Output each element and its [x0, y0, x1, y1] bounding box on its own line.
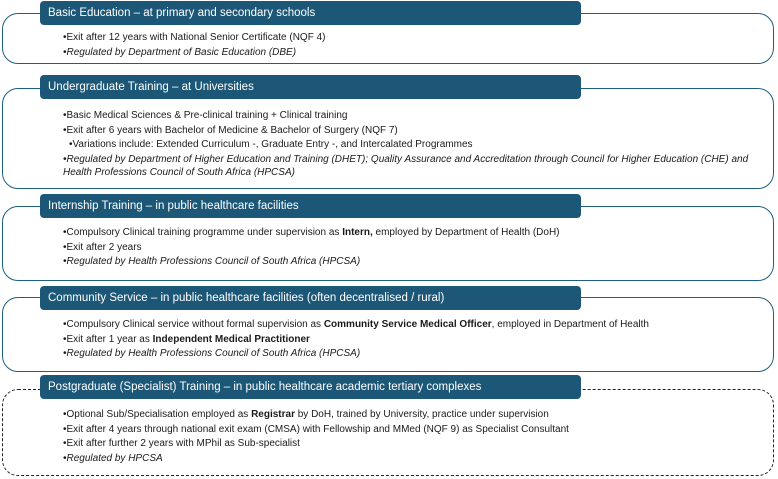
stage-header-community-service: Community Service – in public healthcare facilities (often decentralised / rural): [40, 286, 581, 310]
detail-line: •Exit after 6 years with Bachelor of Medicine & Bachelor of Surgery (NQF 7): [63, 124, 398, 136]
stage-header-basic-education: Basic Education – at primary and secondary schools: [40, 1, 581, 25]
role-highlight: Intern,: [342, 227, 373, 238]
detail-line: •Exit after 2 years: [63, 241, 142, 253]
detail-line: [63, 318, 649, 333]
regulator-line: •Regulated by Health Professions Council of South Africa (HPCSA): [63, 348, 361, 360]
role-highlight: Independent Medical Practitioner: [152, 333, 310, 345]
stage-header-internship: Internship Training – in public healthcare facilities: [40, 194, 581, 218]
detail-line: [63, 333, 649, 348]
regulator-line: •Regulated by Department of Basic Education (DBE): [63, 46, 297, 58]
detail-text: •Optional Sub/Specialisation employed as: [63, 409, 252, 420]
detail-line: •Basic Medical Sciences & Pre-clinical training + Clinical training: [63, 110, 348, 121]
detail-text: •Compulsory Clinical service without formal supervision as: [63, 319, 324, 330]
detail-text: by DoH, trained by University, practice under supervision: [294, 409, 549, 420]
regulator-line: •Regulated by HPCSA: [63, 452, 163, 464]
detail-text: employed by Department of Health (DoH): [372, 227, 560, 238]
stage-details-community-service: [63, 318, 649, 362]
detail-text: , employed in Department of Health: [491, 319, 649, 330]
stage-header-undergraduate: Undergraduate Training – at Universities: [40, 75, 581, 99]
stage-details-postgraduate: [63, 408, 569, 466]
role-highlight: Registrar: [251, 409, 295, 420]
detail-line: •Variations include: Extended Curriculum -, Graduate Entry -, and Intercalated Programmes: [69, 139, 473, 151]
detail-text: •Exit after 1 year as: [63, 333, 153, 345]
regulator-line: •Regulated by Health Professions Council of South Africa (HPCSA): [63, 256, 361, 268]
detail-line: •Exit after 4 years through national exit exam (CMSA) with Fellowship and MMed (NQF 9) as Specialist Consultant: [63, 423, 569, 435]
detail-line: •Exit after further 2 years with MPhil as Sub-specialist: [63, 438, 300, 450]
stage-details-internship: [63, 226, 560, 270]
stage-header-postgraduate: Postgraduate (Specialist) Training – in public healthcare academic tertiary complexes: [40, 375, 581, 399]
detail-line: •Exit after 12 years with National Senior Certificate (NQF 4): [63, 32, 326, 43]
detail-text: •Compulsory Clinical training programme under supervision as: [63, 227, 343, 238]
detail-line: [63, 226, 560, 241]
role-highlight: Community Service Medical Officer: [323, 319, 492, 330]
stage-details-basic-education: [63, 31, 326, 60]
detail-line: [63, 408, 569, 423]
stage-details-undergraduate: [63, 109, 763, 179]
regulator-line: •Regulated by Department of Higher Education and Training (DHET); Quality Assurance and Accreditation through Council for Higher Education (CHE) and Health Professions Council of South Africa (HPCSA): [63, 153, 749, 178]
